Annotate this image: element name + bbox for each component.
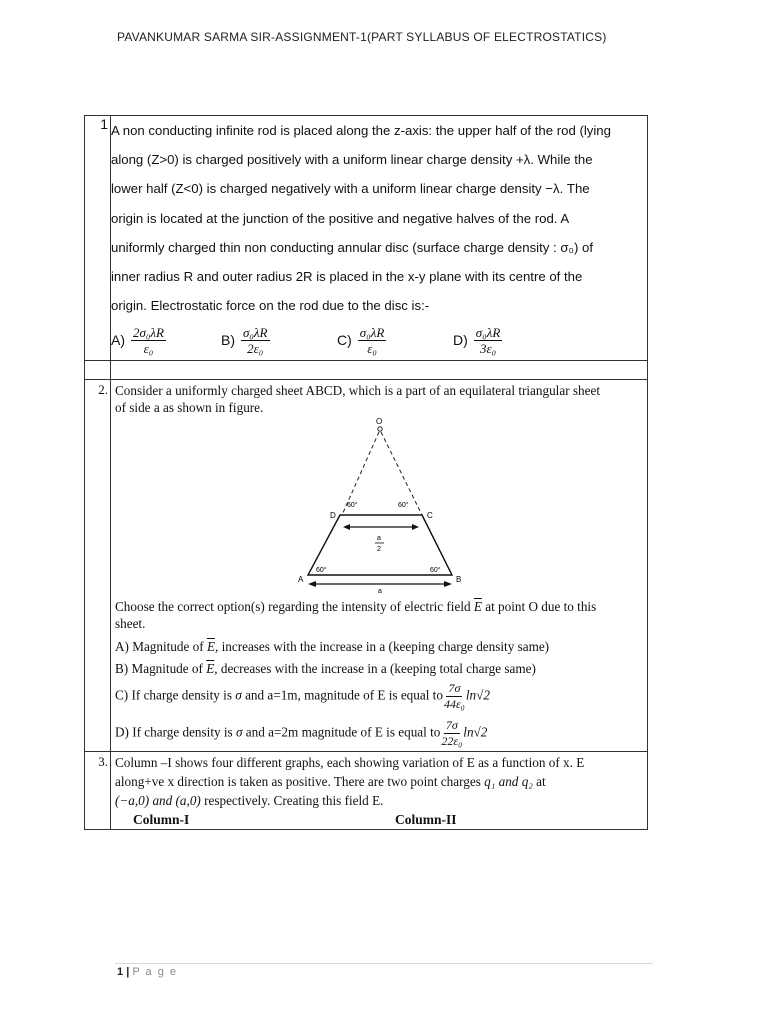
q3-text: at: [536, 774, 546, 790]
option-text: , decreases with the increase in a (keeping total charge same): [214, 661, 536, 677]
vector-e: $\overline{E}$: [206, 661, 215, 677]
q2-option-b: [115, 660, 643, 677]
q1-number-text: 1: [100, 116, 108, 132]
q1-line: origin. Electrostatic force on the rod due to the disc is:-: [111, 298, 430, 314]
q3-line: [115, 773, 643, 790]
footer-divider: [115, 963, 653, 964]
q3-column-headers: [115, 811, 643, 828]
option-text: B) Magnitude of: [115, 661, 203, 677]
questions-table: [84, 115, 648, 830]
page-number: 1: [117, 966, 124, 978]
option-fraction: [441, 718, 462, 749]
half-a-denominator: 2: [377, 546, 381, 554]
option-label: C): [337, 331, 352, 348]
option-fraction: [131, 325, 166, 356]
angle-label: 60°: [398, 502, 409, 510]
arrow-head: [444, 581, 452, 587]
q2-question-text: Choose the correct option(s) regarding the intensity of electric field: [115, 599, 471, 615]
fraction-denominator: 44ε₀: [443, 697, 465, 712]
q1-line: uniformly charged thin non conducting annular disc (surface charge density : σ₀) of: [111, 239, 594, 255]
q2-question-text: at point O due to this: [485, 599, 597, 615]
half-a-numerator: a: [377, 535, 381, 543]
label-a: A: [298, 575, 304, 585]
fraction-numerator: 7σ: [445, 718, 458, 733]
page-header: PAVANKUMAR SARMA SIR-ASSIGNMENT-1(PART SYLLABUS OF ELECTROSTATICS): [117, 30, 607, 44]
vector-e: $\overline{E}$: [473, 599, 482, 615]
q2-option-d: [115, 718, 643, 749]
arrow-head: [412, 524, 419, 530]
fraction-numerator: σ₀λR: [359, 324, 385, 340]
question-3-number: [85, 752, 111, 830]
ln-root-two: ln√2: [465, 687, 490, 703]
q1-line: A non conducting infinite rod is placed along the z-axis: the upper half of the rod (lying: [111, 123, 611, 138]
q2-option-a: [115, 638, 643, 655]
empty-cell: [111, 361, 648, 380]
q1-line: along (Z>0) is charged positively with a uniform linear charge density +λ. While the: [111, 152, 593, 168]
ln-root-two: ln√2: [463, 724, 488, 740]
q2-number-text: 2.: [98, 382, 108, 398]
option-label: A): [111, 331, 125, 348]
angle-label: 60°: [430, 567, 441, 575]
fraction-denominator: 22ε₀: [441, 734, 463, 749]
fraction-numerator: σ₀λR: [243, 324, 268, 340]
option-text: and a=1m, magnitude of E is equal to: [245, 687, 443, 703]
q3-line: Column –I shows four different graphs, each showing variation of E as a function of x. E: [115, 755, 585, 771]
angle-label: 60°: [347, 502, 358, 510]
fraction-numerator: 2σ₀λR: [133, 324, 165, 340]
q1-option-c: [337, 325, 453, 356]
q1-options: [111, 320, 643, 360]
option-text: , increases with the increase in a (keeping charge density same): [215, 639, 550, 655]
q1-option-d: [453, 325, 502, 356]
question-3-body: [111, 752, 648, 830]
fraction-numerator: 7σ: [448, 681, 461, 696]
option-fraction: [241, 325, 270, 356]
q3-charges: q₁ and q₂: [484, 774, 533, 790]
empty-row: [85, 361, 648, 380]
label-b: B: [456, 575, 462, 585]
q2-intro-line: Consider a uniformly charged sheet ABCD, which is a part of an equilateral triangular sheet: [115, 383, 600, 399]
vector-e: $\overline{E}$: [206, 639, 215, 655]
angle-label: 60°: [316, 567, 327, 575]
q1-option-a: [111, 325, 221, 356]
q3-text: respectively. Creating this field E.: [204, 793, 384, 809]
q1-option-b: [221, 325, 337, 356]
option-label: D): [453, 331, 468, 348]
q2-question-line: [115, 598, 643, 615]
page-footer: [117, 966, 178, 978]
option-text: D) If charge density is: [115, 724, 233, 740]
q3-line: [115, 792, 643, 809]
column-ii-header: Column-II: [395, 812, 457, 828]
label-o: O: [376, 417, 383, 427]
label-d: D: [330, 511, 336, 521]
page-word: P a g e: [132, 966, 178, 978]
option-text: A) Magnitude of: [115, 639, 204, 655]
option-text: and a=2m magnitude of E is equal to: [245, 724, 441, 740]
q1-line: origin is located at the junction of the positive and negative halves of the rod. A: [111, 210, 570, 226]
option-label: B): [221, 331, 235, 348]
question-1-body: [111, 116, 648, 361]
sigma-symbol: σ: [235, 687, 242, 703]
footer-separator: |: [126, 966, 130, 978]
question-1-number: [85, 116, 111, 361]
arrow-head: [308, 581, 316, 587]
question-2-row: [85, 380, 648, 752]
option-fraction: [444, 681, 465, 712]
option-text: C) If charge density is: [115, 687, 232, 703]
column-i-header: Column-I: [133, 812, 190, 828]
point-o-marker: [378, 427, 382, 431]
q3-number-text: 3.: [98, 754, 108, 770]
arrow-head: [343, 524, 350, 530]
fraction-numerator: σ₀λR: [475, 324, 501, 340]
q2-question-line: sheet.: [115, 616, 146, 632]
trapezium-sheet-diagram: [290, 417, 470, 596]
trapezium-shape: [308, 515, 452, 575]
question-2-body: [111, 380, 648, 752]
sigma-symbol: σ: [235, 724, 243, 740]
option-fraction: [474, 325, 503, 356]
q1-line: lower half (Z<0) is charged negatively with a uniform linear charge density −λ. The: [111, 181, 590, 197]
base-a-label: a: [378, 588, 382, 596]
q3-positions: (−a,0) and (a,0): [115, 793, 201, 809]
option-fraction: [358, 325, 387, 356]
q2-option-c: [115, 681, 643, 712]
empty-cell: [85, 361, 111, 380]
fraction-denominator: 3ε₀: [479, 340, 497, 356]
q1-line: inner radius R and outer radius 2R is placed in the x-y plane with its centre of the: [111, 269, 583, 285]
q2-intro-line: of side a as shown in figure.: [115, 400, 264, 416]
question-1-row: [85, 116, 648, 361]
q3-text: along+ve x direction is taken as positive. There are two point charges: [115, 774, 481, 790]
question-3-row: [85, 752, 648, 830]
fraction-denominator: 2ε₀: [247, 340, 264, 356]
fraction-denominator: ε₀: [367, 340, 377, 356]
fraction-denominator: ε₀: [143, 340, 154, 356]
question-2-number: [85, 380, 111, 752]
label-c: C: [427, 511, 433, 521]
